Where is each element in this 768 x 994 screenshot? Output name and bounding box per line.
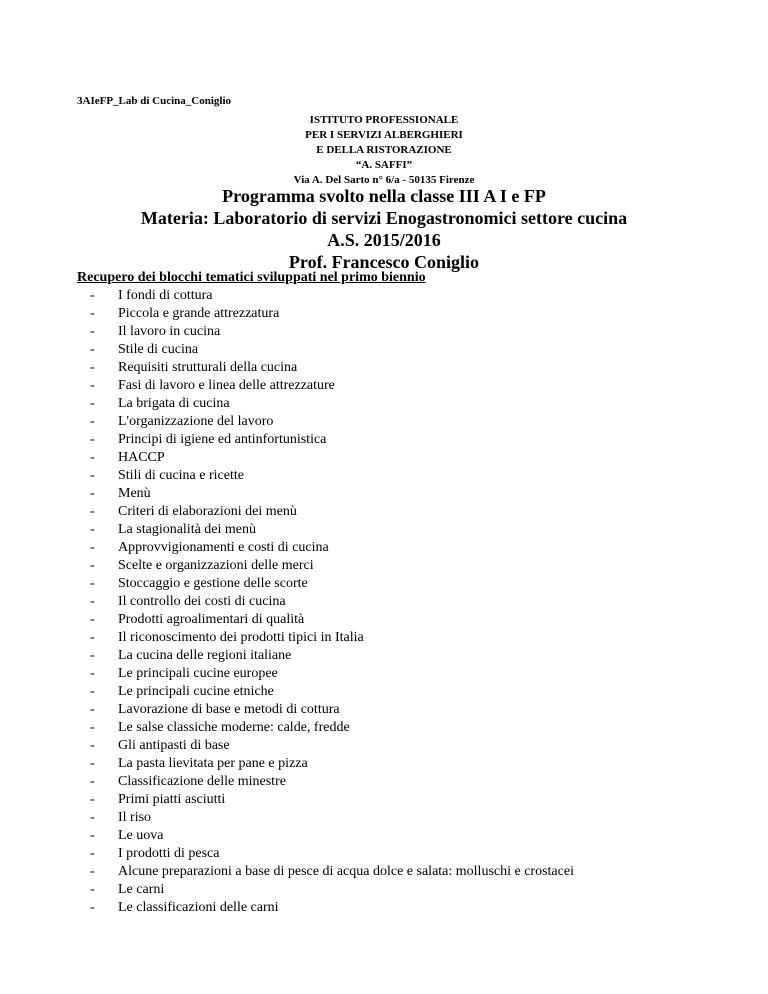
institution-header: [0, 113, 768, 188]
topic-text: Il riso: [118, 810, 152, 825]
topic-item: [90, 575, 574, 593]
list-bullet: -: [90, 306, 95, 321]
list-bullet: -: [90, 900, 95, 915]
topic-item: [90, 899, 574, 917]
topic-item: [90, 701, 574, 719]
list-bullet: -: [90, 468, 95, 483]
list-bullet: -: [90, 684, 95, 699]
list-bullet: -: [90, 378, 95, 393]
topic-text: Alcune preparazioni a base di pesce di acqua dolce e salata: molluschi e crostacei: [118, 864, 574, 879]
topic-item: [90, 755, 574, 773]
topic-item: [90, 359, 574, 377]
list-bullet: -: [90, 810, 95, 825]
topic-text: Le uova: [118, 828, 164, 843]
topic-text: Primi piatti asciutti: [118, 792, 226, 807]
topic-text: Le classificazioni delle carni: [118, 900, 279, 915]
list-bullet: -: [90, 504, 95, 519]
list-bullet: -: [90, 666, 95, 681]
topic-item: [90, 395, 574, 413]
institution-address: Via A. Del Sarto n° 6/a - 50135 Firenze: [293, 174, 475, 186]
topic-item: [90, 305, 574, 323]
institution-line: PER I SERVIZI ALBERGHIERI: [305, 129, 463, 141]
topic-item: [90, 665, 574, 683]
topic-text: Stile di cucina: [118, 342, 199, 357]
topic-text: Il riconoscimento dei prodotti tipici in Italia: [118, 630, 364, 645]
topic-list: [90, 287, 574, 917]
list-bullet: -: [90, 756, 95, 771]
topic-text: Piccola e grande attrezzatura: [118, 306, 280, 321]
list-bullet: -: [90, 324, 95, 339]
topic-item: [90, 881, 574, 899]
topic-text: Stili di cucina e ricette: [118, 468, 244, 483]
topic-text: I fondi di cottura: [118, 288, 213, 303]
topic-text: Stoccaggio e gestione delle scorte: [118, 576, 308, 591]
list-bullet: -: [90, 864, 95, 879]
list-bullet: -: [90, 360, 95, 375]
topic-item: [90, 467, 574, 485]
topic-item: [90, 629, 574, 647]
topic-text: La stagionalità dei menù: [118, 522, 257, 537]
list-bullet: -: [90, 774, 95, 789]
institution-line: “A. SAFFI”: [355, 159, 413, 171]
list-bullet: -: [90, 630, 95, 645]
document-id-line: 3AIeFP_Lab di Cucina_Coniglio: [77, 95, 232, 107]
topic-text: Lavorazione di base e metodi di cottura: [118, 702, 340, 717]
list-bullet: -: [90, 540, 95, 555]
list-bullet: -: [90, 558, 95, 573]
topic-item: [90, 737, 574, 755]
topic-text: Le principali cucine etniche: [118, 684, 274, 699]
topic-item: [90, 809, 574, 827]
topic-text: HACCP: [118, 450, 165, 465]
list-bullet: -: [90, 414, 95, 429]
topic-item: [90, 719, 574, 737]
topic-text: I prodotti di pesca: [118, 846, 220, 861]
topic-text: Principi di igiene ed antinfortunistica: [118, 432, 327, 447]
topic-item: [90, 773, 574, 791]
list-bullet: -: [90, 612, 95, 627]
list-bullet: -: [90, 486, 95, 501]
list-bullet: -: [90, 396, 95, 411]
list-bullet: -: [90, 702, 95, 717]
school-year: A.S. 2015/2016: [327, 230, 441, 250]
topic-item: [90, 485, 574, 503]
topic-item: [90, 683, 574, 701]
list-bullet: -: [90, 648, 95, 663]
topic-text: La brigata di cucina: [118, 396, 230, 411]
list-bullet: -: [90, 846, 95, 861]
section-heading: Recupero dei blocchi tematici sviluppati nel primo biennio: [77, 270, 426, 285]
topic-item: [90, 539, 574, 557]
topic-item: [90, 647, 574, 665]
list-bullet: -: [90, 342, 95, 357]
topic-text: Il lavoro in cucina: [118, 324, 221, 339]
document-title-block: [0, 185, 768, 273]
list-bullet: -: [90, 792, 95, 807]
topic-item: [90, 827, 574, 845]
topic-item: [90, 377, 574, 395]
topic-text: Il controllo dei costi di cucina: [118, 594, 286, 609]
list-bullet: -: [90, 828, 95, 843]
topic-text: Criteri di elaborazioni dei menù: [118, 504, 297, 519]
list-bullet: -: [90, 576, 95, 591]
list-bullet: -: [90, 432, 95, 447]
list-bullet: -: [90, 720, 95, 735]
topic-text: Scelte e organizzazioni delle merci: [118, 558, 314, 573]
topic-text: Classificazione delle minestre: [118, 774, 286, 789]
institution-line: E DELLA RISTORAZIONE: [316, 144, 452, 156]
topic-text: Requisiti strutturali della cucina: [118, 360, 298, 375]
topic-item: [90, 611, 574, 629]
topic-text: Fasi di lavoro e linea delle attrezzature: [118, 378, 335, 393]
topic-item: [90, 503, 574, 521]
list-bullet: -: [90, 450, 95, 465]
topic-text: Prodotti agroalimentari di qualità: [118, 612, 305, 627]
topic-text: Approvvigionamenti e costi di cucina: [118, 540, 329, 555]
topic-item: [90, 557, 574, 575]
topic-item: [90, 593, 574, 611]
teacher-name: Prof. Francesco Coniglio: [288, 252, 480, 272]
institution-line: ISTITUTO PROFESSIONALE: [309, 114, 459, 126]
topic-text: Le principali cucine europee: [118, 666, 278, 681]
topic-item: [90, 521, 574, 539]
program-title: Programma svolto nella classe III A I e FP: [222, 186, 546, 206]
topic-item: [90, 431, 574, 449]
topic-item: [90, 863, 574, 881]
topic-item: [90, 413, 574, 431]
list-bullet: -: [90, 288, 95, 303]
topic-item: [90, 791, 574, 809]
topic-text: La cucina delle regioni italiane: [118, 648, 292, 663]
topic-item: [90, 845, 574, 863]
topic-item: [90, 287, 574, 305]
topic-text: Le salse classiche moderne: calde, fredde: [118, 720, 350, 735]
topic-text: Gli antipasti di base: [118, 738, 230, 753]
list-bullet: -: [90, 522, 95, 537]
topic-item: [90, 323, 574, 341]
topic-text: L'organizzazione del lavoro: [118, 414, 274, 429]
topic-text: Menù: [118, 486, 151, 501]
topic-item: [90, 449, 574, 467]
list-bullet: -: [90, 594, 95, 609]
list-bullet: -: [90, 738, 95, 753]
subject-line: Materia: Laboratorio di servizi Enogastronomici settore cucina: [140, 208, 628, 228]
topic-text: La pasta lievitata per pane e pizza: [118, 756, 308, 771]
topic-text: Le carni: [118, 882, 165, 897]
list-bullet: -: [90, 882, 95, 897]
topic-item: [90, 341, 574, 359]
